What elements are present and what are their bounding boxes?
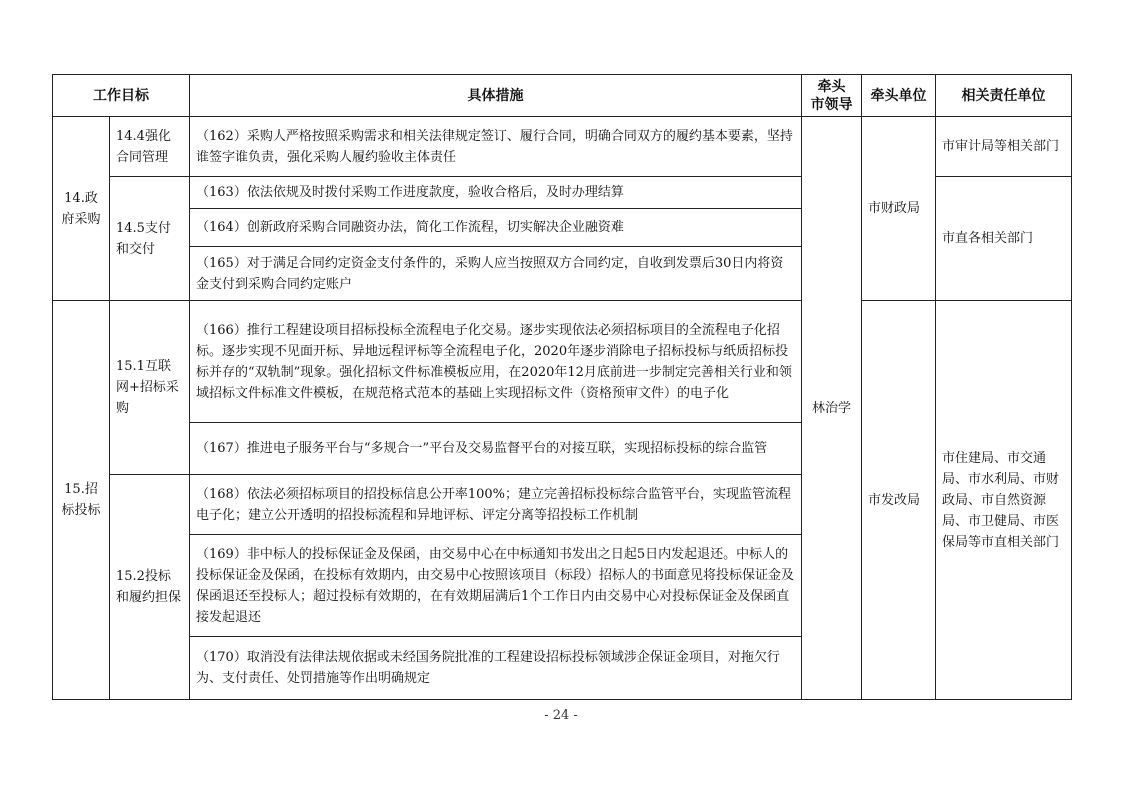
measure-169: （169）非中标人的投标保证金及保函，由交易中心在中标通知书发出之日起5日内发起退还。中标人的投标保证金及保函，在投标有效期内，由交易中心按照该项目（标段）招标人的书面意见将投标保证金及保函退还至投标人；超过投标有效期的，在有效期届满后1个工作日内由交易中心对投标保证金及保函直接发起退还 bbox=[190, 535, 802, 637]
sub-goal-14-4: 14.4强化合同管理 bbox=[110, 117, 190, 177]
header-measures: 具体措施 bbox=[190, 75, 802, 117]
measure-164: （164）创新政府采购合同融资办法，简化工作流程，切实解决企业融资难 bbox=[190, 209, 802, 247]
measure-163: （163）依法依规及时拨付采购工作进度款度，验收合格后，及时办理结算 bbox=[190, 177, 802, 209]
measure-167: （167）推进电子服务平台与“多规合一”平台及交易监督平台的对接互联，实现招标投标的综合监管 bbox=[190, 423, 802, 475]
measure-162: （162）采购人严格按照采购需求和相关法律规定签订、履行合同，明确合同双方的履约基本要素，坚持谁签字谁负责，强化采购人履约验收主体责任 bbox=[190, 117, 802, 177]
header-related-units: 相关责任单位 bbox=[936, 75, 1072, 117]
leader-name: 林治学 bbox=[802, 117, 862, 700]
goal-14: 14.政府采购 bbox=[53, 117, 110, 301]
sub-goal-15-2: 15.2投标和履约担保 bbox=[110, 475, 190, 700]
header-lead-unit: 牵头单位 bbox=[862, 75, 936, 117]
lead-unit-development: 市发改局 bbox=[862, 301, 936, 700]
table-row bbox=[53, 301, 1072, 423]
header-row bbox=[53, 75, 1072, 117]
lead-unit-finance: 市财政局 bbox=[862, 117, 936, 301]
table-row bbox=[53, 117, 1072, 177]
related-unit-162: 市审计局等相关部门 bbox=[936, 117, 1072, 177]
sub-goal-14-5: 14.5支付和交付 bbox=[110, 177, 190, 301]
measure-168: （168）依法必须招标项目的招投标信息公开率100%；建立完善招标投标综合监管平台，实现监管流程电子化；建立公开透明的招投标流程和异地评标、评定分离等招投标工作机制 bbox=[190, 475, 802, 535]
sub-goal-15-1: 15.1互联网+招标采购 bbox=[110, 301, 190, 475]
related-units-15: 市住建局、市交通局、市水利局、市财政局、市自然资源局、市卫健局、市医保局等市直相关部门 bbox=[936, 301, 1072, 700]
measure-165: （165）对于满足合同约定资金支付条件的，采购人应当按照双方合同约定，自收到发票后30日内将资金支付到采购合同约定账户 bbox=[190, 247, 802, 301]
header-leader: 牵头 市领导 bbox=[802, 75, 862, 117]
page-number: - 24 - bbox=[544, 708, 578, 723]
measure-170: （170）取消没有法律法规依据或未经国务院批准的工程建设招标投标领域涉企保证金项目，对拖欠行为、支付责任、处罚措施等作出明确规定 bbox=[190, 637, 802, 700]
measures-table bbox=[52, 74, 1072, 700]
measure-166: （166）推行工程建设项目招标投标全流程电子化交易。逐步实现依法必须招标项目的全流程电子化招标。逐步实现不见面开标、异地远程评标等全流程电子化，2020年逐步消除电子招标投标与纸质招标投标并存的“双轨制”现象。强化招标文件标准模板应用，在2020年12月底前进一步制定完善相关行业和领域招标文件标准文件模板，在规范格式范本的基础上实现招标文件（资格预审文件）的电子化 bbox=[190, 301, 802, 423]
header-goal: 工作目标 bbox=[53, 75, 190, 117]
goal-15: 15.招标投标 bbox=[53, 301, 110, 700]
related-unit-163-165: 市直各相关部门 bbox=[936, 177, 1072, 301]
